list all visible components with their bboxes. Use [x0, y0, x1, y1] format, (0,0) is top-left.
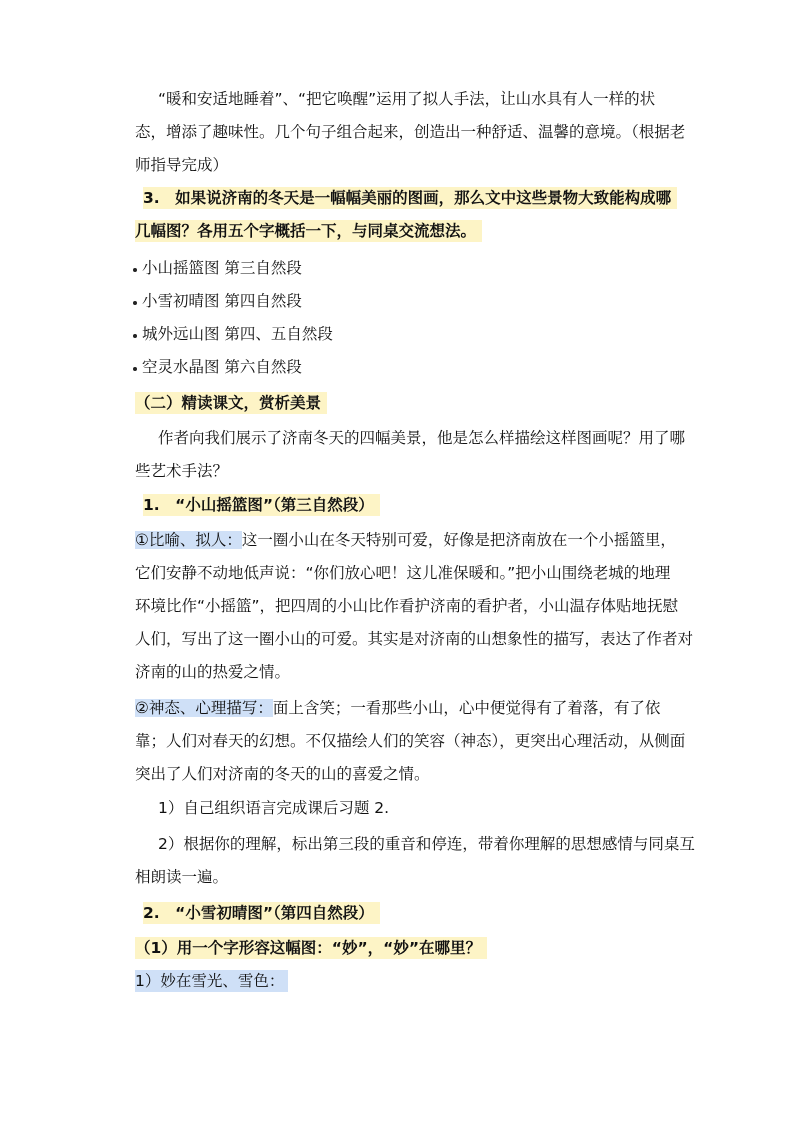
bullet-dot [133, 301, 137, 305]
bullet-item-3: 城外远山图 第四、五自然段 [142, 325, 333, 343]
item-2-question: （1）用一个字形容这幅图：“妙”，“妙”在哪里？ [135, 937, 487, 959]
item-1-para-2-line-3: 突出了人们对济南的冬天的山的喜爱之情。 [135, 765, 430, 783]
task-2-line-1: 2）根据你的理解，标出第三段的重音和停连，带着你理解的思想感情与同桌互 [158, 835, 695, 853]
question-3-line-1: 3. 如果说济南的冬天是一幅幅美丽的图画，那么文中这些景物大致能构成哪 [143, 187, 677, 209]
question-3-line-2: 几幅图？各用五个字概括一下，与同桌交流想法。 [135, 220, 482, 242]
item-1-para-1-line-3: 环境比作“小摇篮”，把四周的小山比作看护济南的看护者，小山温存体贴地抚慰 [135, 597, 679, 615]
item-2-sub-1: 1）妙在雪光、雪色： [135, 970, 288, 992]
bullet-dot [133, 268, 137, 272]
bullet-item-4: 空灵水晶图 第六自然段 [142, 358, 302, 376]
bullet-dot [133, 367, 137, 371]
item-1-para-2-line-2: 靠；人们对春天的幻想。不仅描绘人们的笑容（神态），更突出心理活动，从侧面 [135, 732, 686, 750]
task-1: 1）自己组织语言完成课后习题 2. [158, 799, 390, 817]
section-2-intro-line-2: 些艺术手法？ [135, 462, 229, 480]
intro-line-3: 师指导完成） [135, 156, 229, 174]
item-1-para-1-line-5: 济南的山的热爱之情。 [135, 663, 291, 681]
bullet-item-2: 小雪初晴图 第四自然段 [142, 292, 302, 310]
item-1-para-2-label: ②神态、心理描写： [135, 699, 273, 717]
section-2-title: （二）精读课文，赏析美景 [135, 392, 327, 414]
item-1-para-2-line-1 [135, 697, 660, 719]
intro-line-2: 态，增添了趣味性。几个句子组合起来，创造出一种舒适、温馨的意境。（根据老 [135, 123, 686, 141]
bullet-item-1: 小山摇篮图 第三自然段 [142, 259, 302, 277]
item-2-title: 2. “小雪初晴图”（第四自然段） [143, 902, 380, 924]
item-1-para-1-quote: 这一圈小山在冬天特别可爱，好像是把济南放在一个小摇篮里， [241, 531, 676, 549]
item-1-para-2-quote: 面上含笑；一看那些小山，心中便觉得有了着落，有了依 [272, 699, 661, 717]
task-2-line-2: 相朗读一遍。 [135, 868, 229, 886]
item-1-para-1-line-4: 人们，写出了这一圈小山的可爱。其实是对济南的山想象性的描写，表达了作者对 [135, 630, 694, 648]
item-1-para-1-line-2: 它们安静不动地低声说：“你们放心吧！这儿准保暖和。”把小山围绕老城的地理 [135, 564, 671, 582]
bullet-dot [133, 334, 137, 338]
item-1-para-1-label: ①比喻、拟人： [135, 531, 242, 549]
section-2-intro-line-1: 作者向我们展示了济南冬天的四幅美景，他是怎么样描绘这样图画呢？用了哪 [158, 429, 686, 447]
item-1-para-1-line-1 [135, 529, 676, 551]
item-1-title: 1. “小山摇篮图”（第三自然段） [143, 494, 380, 516]
intro-line-1: “暖和安适地睡着”、“把它唤醒”运用了拟人手法，让山水具有人一样的状 [158, 90, 656, 108]
